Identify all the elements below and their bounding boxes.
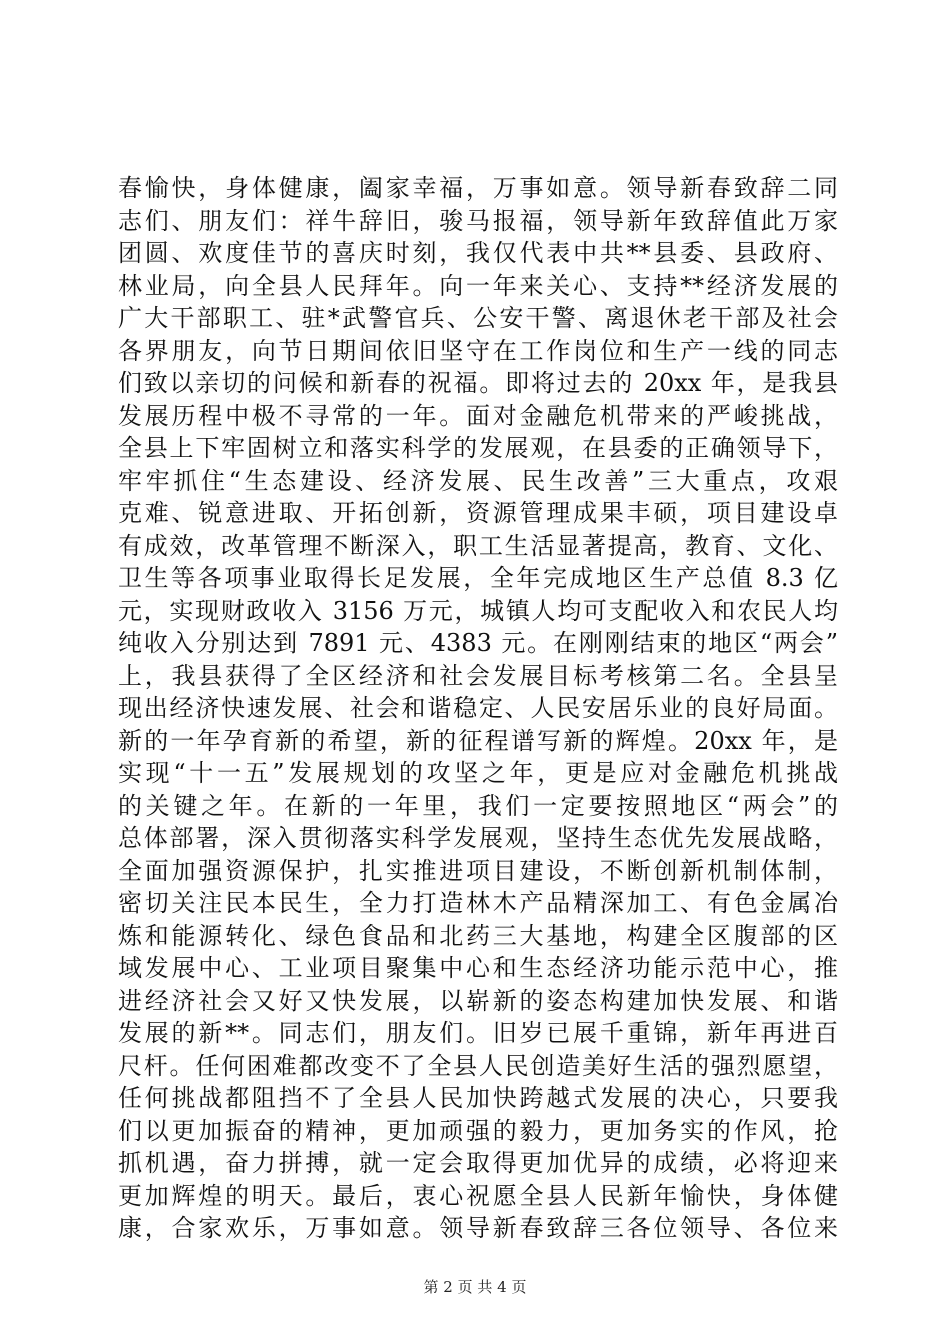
- text-line: 卫生等各项事业取得长足发展，全年完成地区生产总值 8.3 亿: [118, 564, 838, 592]
- page-footer: 第 2 页 共 4 页: [423, 1278, 527, 1296]
- text-line: 团圆、欢度佳节的喜庆时刻，我仅代表中共**县委、县政府、: [118, 239, 838, 267]
- text-line: 有成效，改革管理不断深入，职工生活显著提高，教育、文化、: [118, 531, 838, 560]
- text-line: 全县上下牢固树立和落实科学的发展观，在县委的正确领导下，: [118, 434, 838, 462]
- text-line: 康，合家欢乐，万事如意。领导新春致辞三各位领导、各位来: [118, 1214, 838, 1242]
- text-line: 密切关注民本民生，全力打造林木产品精深加工、有色金属冶: [118, 889, 838, 917]
- text-line: 牢牢抓住“生态建设、经济发展、民生改善”三大重点，攻艰: [118, 466, 838, 495]
- text-line: 任何挑战都阻挡不了全县人民加快跨越式发展的决心，只要我: [118, 1084, 838, 1112]
- text-line: 现出经济快速发展、社会和谐稳定、人民安居乐业的良好局面。: [118, 694, 838, 722]
- text-line: 广大干部职工、驻*武警官兵、公安干警、离退休老干部及社会: [118, 304, 838, 332]
- text-line: 实现“十一五”发展规划的攻坚之年，更是应对金融危机挑战: [118, 759, 838, 787]
- text-line: 新的一年孕育新的希望，新的征程谱写新的辉煌。20xx 年，是: [118, 726, 838, 755]
- text-line: 总体部署，深入贯彻落实科学发展观，坚持生态优先发展战略，: [118, 824, 838, 852]
- text-line: 更加辉煌的明天。最后，衷心祝愿全县人民新年愉快，身体健: [118, 1181, 838, 1210]
- text-line: 各界朋友，向节日期间依旧坚守在工作岗位和生产一线的同志: [118, 336, 838, 365]
- text-line: 志们、朋友们：祥牛辞旧，骏马报福，领导新年致辞值此万家: [118, 206, 838, 235]
- text-line: 春愉快，身体健康，阖家幸福，万事如意。领导新春致辞二同: [118, 174, 838, 202]
- text-line: 抓机遇，奋力拼搏，就一定会取得更加优异的成绩，必将迎来: [118, 1149, 838, 1177]
- text-line: 域发展中心、工业项目聚集中心和生态经济功能示范中心，推: [118, 954, 838, 982]
- text-line: 元，实现财政收入 3156 万元，城镇人均可支配收入和农民人均: [118, 596, 838, 625]
- text-line: 炼和能源转化、绿色食品和北药三大基地，构建全区腹部的区: [118, 921, 838, 950]
- text-line: 发展历程中极不寻常的一年。面对金融危机带来的严峻挑战，: [118, 401, 838, 430]
- text-line: 克难、锐意进取、开拓创新，资源管理成果丰硕，项目建设卓: [118, 499, 838, 527]
- text-line: 全面加强资源保护，扎实推进项目建设，不断创新机制体制，: [118, 856, 838, 885]
- text-line: 们致以亲切的问候和新春的祝福。即将过去的 20xx 年，是我县: [118, 369, 838, 397]
- text-line: 纯收入分别达到 7891 元、4383 元。在刚刚结束的地区“两会”: [118, 629, 838, 657]
- text-line: 发展的新**。同志们，朋友们。旧岁已展千重锦，新年再进百: [118, 1019, 838, 1047]
- text-line: 们以更加振奋的精神，更加顽强的毅力，更加务实的作风，抢: [118, 1116, 838, 1145]
- text-line: 的关键之年。在新的一年里，我们一定要按照地区“两会”的: [118, 791, 838, 820]
- text-line: 进经济社会又好又快发展，以崭新的姿态构建加快发展、和谐: [118, 986, 838, 1015]
- document-body: [118, 172, 838, 1245]
- text-line: 上，我县获得了全区经济和社会发展目标考核第二名。全县呈: [118, 661, 838, 690]
- text-line: 尺杆。任何困难都改变不了全县人民创造美好生活的强烈愿望，: [118, 1051, 838, 1080]
- text-line: 林业局，向全县人民拜年。向一年来关心、支持**经济发展的: [118, 271, 838, 300]
